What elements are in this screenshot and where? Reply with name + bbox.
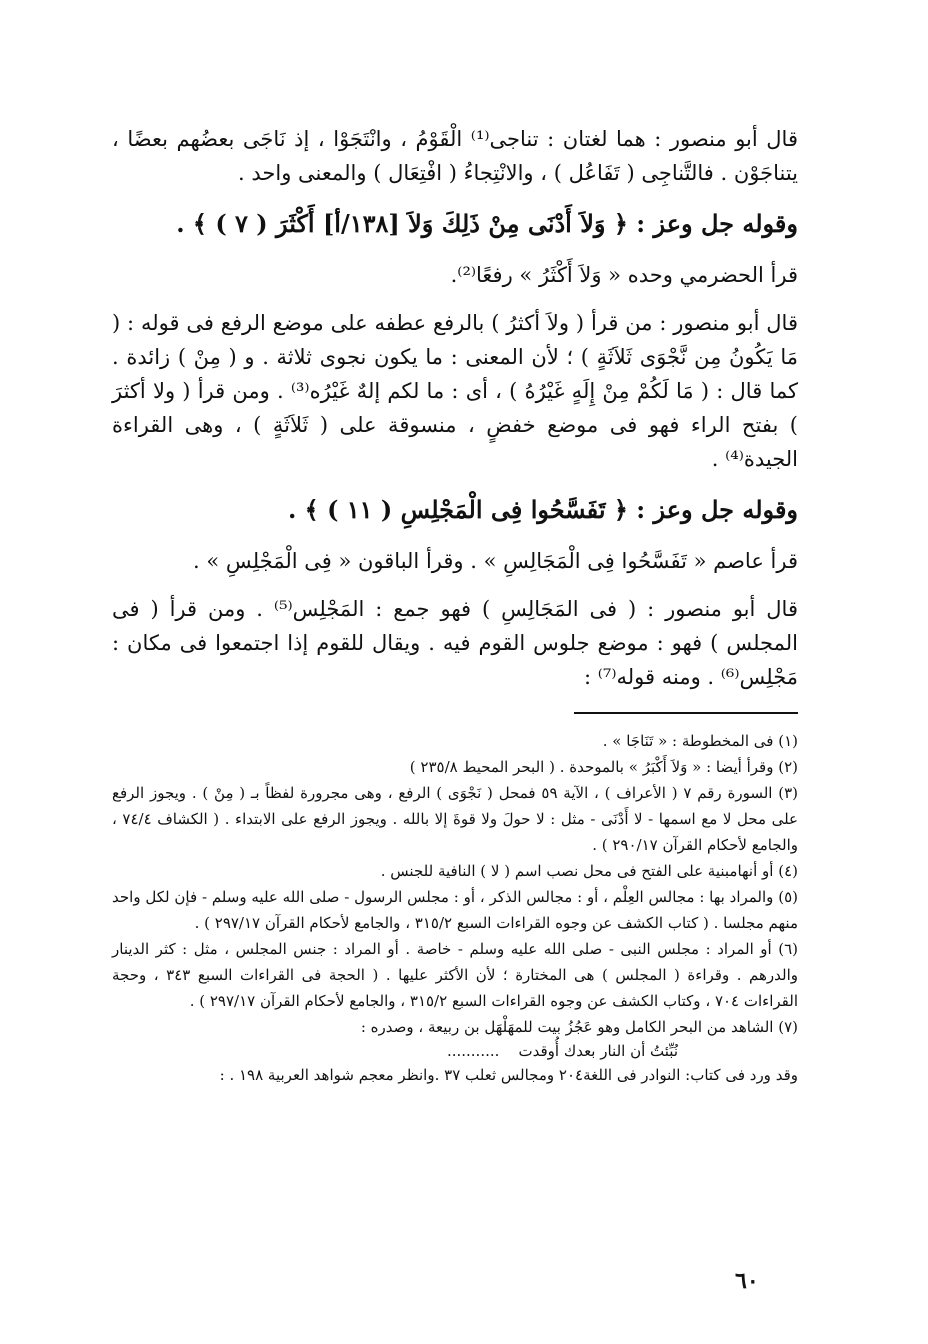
footnote-6: (٦) أو المراد : مجلس النبى - صلى الله عليه وسلم - خاصة . أو المراد : جنس المجلس ، مثل : كثر الدينار والدرهم . وقراءة ( المجلس ) هى المختارة ؛ لأن الأكثر عليها . ( الحجة فى القراءات السبع ٣٤٣ ، وحجة القراءات ٧٠٤ ، وكتاب الكشف عن وجوه القراءات السبع ٣١٥/٢ ، والجامع لأحكام القرآن ٢٩٧/١٧ ) . xyxy=(112,940,798,1010)
poem-line: نُبِّئتُ أن النار بعدك أُوقدت xyxy=(518,1042,678,1060)
footnotes xyxy=(112,728,798,1088)
footnote-3: (٣) السورة رقم ٧ ( الأعراف ) ، الآية ٥٩ فمحل ( نَجْوَى ) الرفع ، وهى مجرورة لفظاً بـ ( مِنْ ) . ويجوز الرفع على محل لا مع اسمها - لا أَدْنَى - مثل : لا حولَ ولا قوةَ إلا بالله . ويجوز الرفع على الابتداء . ( الكشاف ٧٤/٤ ، والجامع لأحكام القرآن ٢٩٠/١٧ ) . xyxy=(112,784,798,854)
paragraph-5: قال أبو منصور : ( فى المَجَالِسِ ) فهو جمع : المَجْلِس⁽⁵⁾ . ومن قرأ ( فى المجلس ) فهو : موضع جلوس القوم فيه . ويقال للقوم إذا اجتمعوا فى مكان : مَجْلِس⁽⁶⁾ . ومنه قوله⁽⁷⁾ : xyxy=(112,597,798,689)
main-text xyxy=(112,122,798,694)
footnote-1: (١) فى المخطوطة : « تَنَاجَا » . xyxy=(602,732,798,750)
footnote-2: (٢) وقرأ أيضا : « وَلاَ أَكْبَرُ » بالموحدة . ( البحر المحيط ٢٣٥/٨ ) xyxy=(409,758,798,776)
verse-heading-1: وقوله جل وعز : ﴿ وَلاَ أَدْنَى مِنْ ذَلِكَ وَلاَ [١٣٨/أ] أَكْثَرَ ( ٧ ) ﴾ . xyxy=(176,209,798,238)
footnote-5: (٥) والمراد بها : مجالس العِلْم ، أو : مجالس الذكر ، أو : مجلس الرسول - صلى الله عليه وسلم - فإن لكل واحد منهم مجلسا . ( كتاب الكشف عن وجوه القراءات السبع ٣١٥/٢ ، والجامع لأحكام القرآن ٢٩٧/١٧ ) . xyxy=(112,888,798,932)
poem-verse xyxy=(112,1040,798,1062)
page-number: ٦٠ xyxy=(735,1268,759,1294)
paragraph-1: قال أبو منصور : هما لغتان : تناجى⁽¹⁾ الْقَوْمُ ، وانْتَجَوْا ، إذ نَاجَى بعضُهم بعضًا ، يتناجَوْن . فالتَّناجِى ( تَفَاعُل ) ، والانْتِجاءُ ( افْتِعَال ) والمعنى واحد . xyxy=(112,127,798,185)
footnote-7: (٧) الشاهد من البحر الكامل وهو عَجُزُ بيت للمهَلْهَل بن ربيعة ، وصدره : xyxy=(360,1018,798,1036)
footnote-4: (٤) أو أنهامبنية على الفتح فى محل نصب اسم ( لا ) النافية للجنس . xyxy=(380,862,798,880)
paragraph-4: قرأ عاصم « تَفَسَّحُوا فِى الْمَجَالِسِ » . وقرأ الباقون « فِى الْمَجْلِسِ » . xyxy=(193,549,798,573)
poem-ellipsis: ........... xyxy=(446,1042,500,1060)
paragraph-2: قرأ الحضرمي وحده « وَلاَ أَكْثَرُ » رفعًا⁽²⁾. xyxy=(450,263,798,287)
paragraph-3: قال أبو منصور : من قرأ ( ولاَ أكثرُ ) بالرفع عطفه على موضع الرفع فى قوله : ( مَا يَكُونُ مِن نَّجْوَى ثَلاَثَةٍ ) ؛ لأن المعنى : ما يكون نجوى ثلاثة . و ( مِنْ ) زائدة . كما قال : ( مَا لَكُمْ مِنْ إِلَهٍ غَيْرُهُ ) ، أى : ما لكم إلهٌ غَيْرُه⁽³⁾ . ومن قرأ ( ولا أكثرَ ) بفتح الراء فهو فى موضع خفضٍ ، منسوقة على ( ثَلاَثَةٍ ) ، وهى القراءة الجيدة⁽⁴⁾ . xyxy=(112,311,798,471)
verse-heading-2: وقوله جل وعز : ﴿ تَفَسَّحُوا فِى الْمَجْلِسِ ( ١١ ) ﴾ . xyxy=(287,495,798,524)
footnote-divider xyxy=(574,712,798,714)
footnote-7-source: وقد ورد فى كتاب: النوادر فى اللغة٢٠٤ ومجالس ثعلب ٣٧ .وانظر معجم شواهد العربية ١٩٨ . : xyxy=(219,1066,798,1084)
